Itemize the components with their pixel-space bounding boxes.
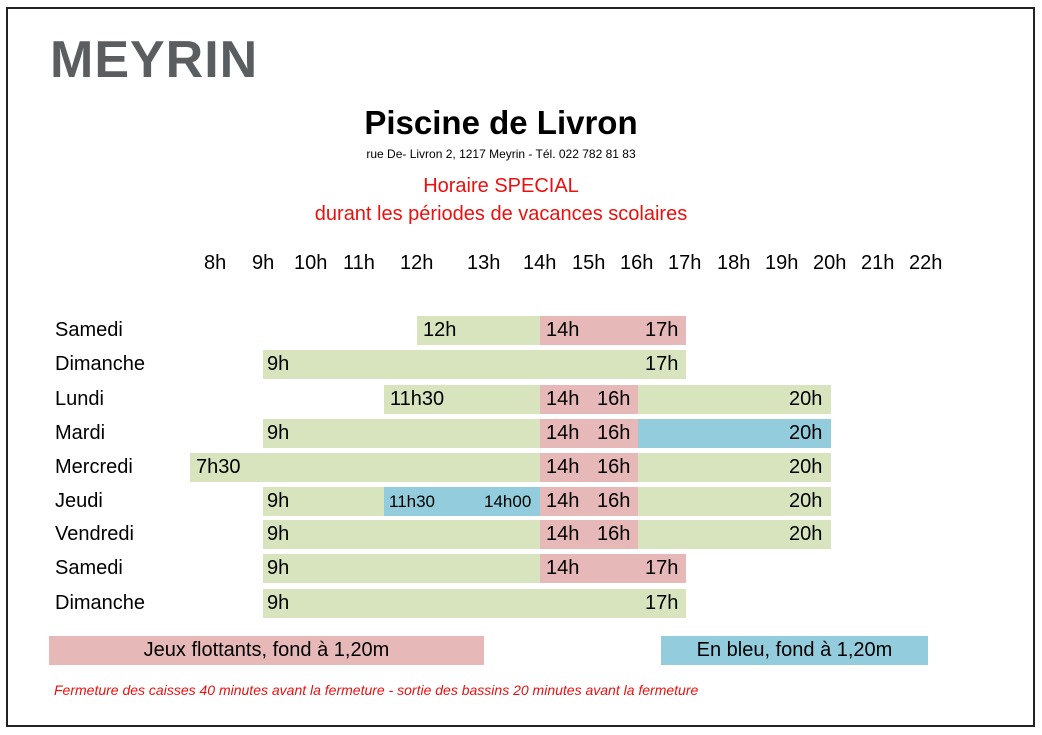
time-label: 9h bbox=[267, 422, 290, 444]
time-label: 16h bbox=[597, 490, 631, 512]
time-label: 16h bbox=[597, 456, 631, 478]
hour-label: 9h bbox=[252, 252, 275, 274]
time-label: 11h30 bbox=[390, 388, 445, 410]
legend-floating-games: Jeux flottants, fond à 1,20m bbox=[49, 636, 484, 665]
special-schedule-subtitle: durant les périodes de vacances scolaires bbox=[314, 203, 688, 225]
time-label: 16h bbox=[597, 523, 631, 545]
time-label: 14h bbox=[546, 557, 580, 579]
page-title: Piscine de Livron bbox=[364, 104, 638, 141]
hour-label: 11h bbox=[343, 252, 375, 274]
time-label: 17h bbox=[645, 557, 679, 579]
time-label: 20h bbox=[789, 523, 823, 545]
day-label: Mercredi bbox=[55, 456, 133, 478]
hour-label: 15h bbox=[572, 252, 606, 274]
footnote: Fermeture des caisses 40 minutes avant la fermeture - sortie des bassins 20 minutes avant la fermeture bbox=[54, 682, 699, 698]
day-label: Vendredi bbox=[55, 523, 134, 545]
hour-label: 16h bbox=[620, 252, 654, 274]
hour-label: 20h bbox=[813, 252, 847, 274]
time-label: 9h bbox=[267, 523, 290, 545]
day-label: Samedi bbox=[55, 557, 123, 579]
hour-label: 17h bbox=[668, 252, 702, 274]
open-slot bbox=[263, 589, 686, 618]
open-slot bbox=[263, 419, 540, 448]
day-label: Dimanche bbox=[55, 592, 146, 614]
time-label: 14h00 bbox=[484, 492, 532, 511]
hour-label: 22h bbox=[909, 252, 943, 274]
open-slot bbox=[263, 350, 686, 379]
open-slot bbox=[263, 554, 540, 583]
time-label: 7h30 bbox=[196, 456, 241, 478]
day-label: Dimanche bbox=[55, 353, 146, 375]
special-schedule-title: Horaire SPECIAL bbox=[423, 175, 579, 197]
day-label: Jeudi bbox=[55, 490, 103, 512]
time-label: 11h30 bbox=[389, 492, 436, 511]
time-label: 9h bbox=[267, 557, 290, 579]
hour-label: 10h bbox=[294, 252, 328, 274]
hour-label: 19h bbox=[765, 252, 799, 274]
hour-label: 12h bbox=[400, 252, 434, 274]
meyrin-logo: MEYRIN bbox=[50, 31, 259, 89]
time-label: 14h bbox=[546, 388, 580, 410]
day-label: Samedi bbox=[55, 319, 123, 341]
hour-label: 14h bbox=[523, 252, 557, 274]
open-slot bbox=[190, 453, 540, 482]
day-label: Mardi bbox=[55, 422, 106, 444]
time-label: 14h bbox=[546, 319, 580, 341]
open-slot bbox=[263, 520, 540, 549]
legend-shallow: En bleu, fond à 1,20m bbox=[661, 636, 928, 665]
time-label: 14h bbox=[546, 422, 580, 444]
hour-label: 21h bbox=[861, 252, 895, 274]
time-label: 20h bbox=[789, 422, 823, 444]
time-label: 12h bbox=[423, 319, 457, 341]
day-label: Lundi bbox=[55, 388, 104, 410]
time-label: 9h bbox=[267, 490, 290, 512]
hour-label: 8h bbox=[204, 252, 227, 274]
address: rue De- Livron 2, 1217 Meyrin - Tél. 022 782 81 83 bbox=[366, 147, 636, 161]
hour-label: 13h bbox=[467, 252, 501, 274]
time-label: 17h bbox=[645, 592, 679, 614]
time-label: 16h bbox=[597, 388, 631, 410]
time-label: 9h bbox=[267, 592, 290, 614]
time-label: 14h bbox=[546, 490, 580, 512]
time-label: 14h bbox=[546, 523, 580, 545]
time-label: 9h bbox=[267, 353, 290, 375]
time-label: 14h bbox=[546, 456, 580, 478]
time-label: 16h bbox=[597, 422, 631, 444]
time-label: 20h bbox=[789, 456, 823, 478]
time-label: 20h bbox=[789, 490, 823, 512]
time-label: 17h bbox=[645, 319, 679, 341]
time-label: 20h bbox=[789, 388, 823, 410]
hour-label: 18h bbox=[717, 252, 751, 274]
time-label: 17h bbox=[645, 353, 679, 375]
